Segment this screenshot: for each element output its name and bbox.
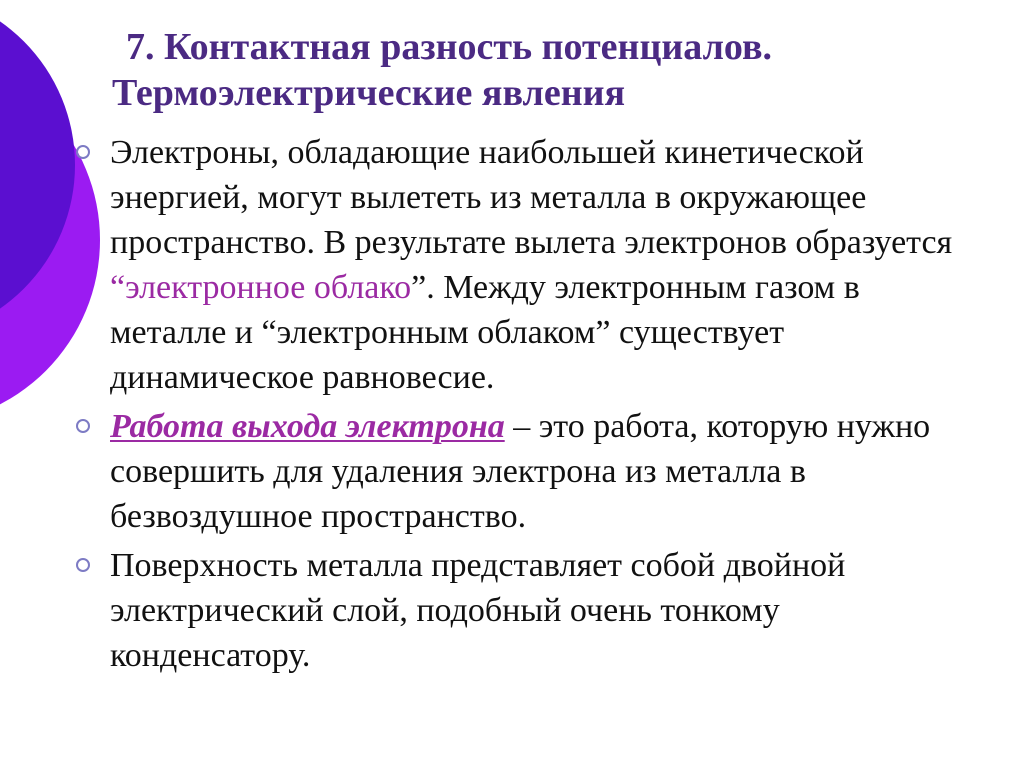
highlight-electron-cloud: электронное облако [125,269,412,306]
bullet-list [70,130,980,678]
slide-title [112,24,992,116]
bullet-circle-icon [76,558,90,572]
slide-title-line-2: Термоэлектрические явления [112,72,626,114]
bullet-item-electron-cloud [70,130,980,400]
term-work-function: Работа выхода электрона [110,408,505,445]
quote-open: “ [110,269,126,306]
bullet-item-work-function [70,404,980,539]
bullet-text: – это работа, которую нужно совершить для удаления электрона из металла в безвоздушное пространство. [110,408,931,535]
bullet-circle-icon [76,419,90,433]
bullet-item-double-layer [70,543,980,678]
bullet-text-continued: ”. Между электронным газом в металле и “электронным облаком” существует динамическое равновесие. [110,269,860,396]
bullet-text: Поверхность металла представляет собой двойной электрический слой, подобный очень тонкому конденсатору. [110,547,846,674]
bullet-text: Электроны, обладающие наибольшей кинетической энергией, могут вылететь из металла в окружающее пространство. В результате вылета электронов образуется [110,134,953,261]
bullet-circle-icon [76,145,90,159]
slide-title-line-1: 7. Контактная разность потенциалов. [126,26,772,68]
